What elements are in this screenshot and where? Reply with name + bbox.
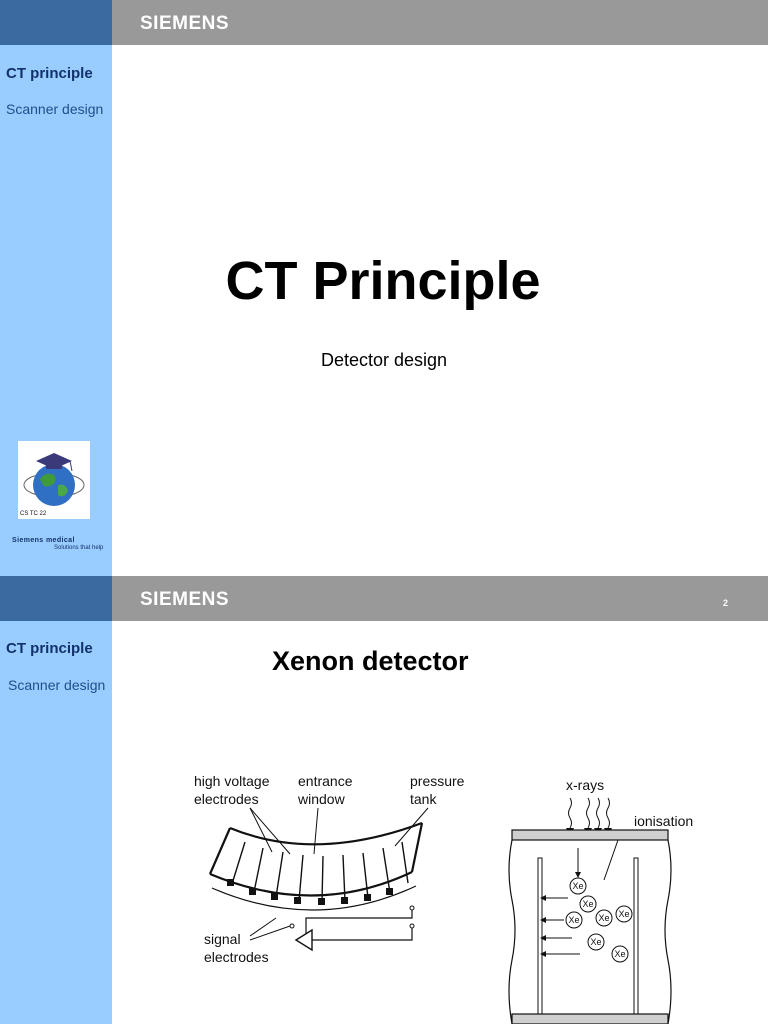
- detector-array-diagram: [190, 768, 482, 978]
- label-signal: signal: [204, 931, 241, 947]
- label-electrodes-hv: electrodes: [194, 791, 259, 807]
- xe-atom-label: Xe: [582, 899, 594, 909]
- sidebar: [0, 45, 112, 576]
- header-bar: [0, 0, 768, 45]
- ionisation-chamber-diagram: [500, 768, 700, 1024]
- slide-title: CT Principle: [225, 251, 541, 311]
- slide-2: [0, 576, 768, 1024]
- xe-atom-label: Xe: [568, 915, 580, 925]
- header-corner: [0, 576, 112, 621]
- label-ionisation: ionisation: [634, 813, 694, 829]
- label-x-rays: x-rays: [566, 777, 605, 793]
- nav-item-scanner-design[interactable]: Scanner design: [8, 677, 106, 693]
- tagline-line-2: Solutions that help: [54, 545, 104, 551]
- badge-code: CS TC 22: [20, 511, 47, 517]
- siemens-logo: SIEMENS: [140, 589, 230, 610]
- xe-atom-label: Xe: [614, 949, 626, 959]
- globe-graduation-logo: [18, 441, 90, 519]
- nav-item-scanner-design[interactable]: Scanner design: [6, 101, 104, 117]
- label-pressure: pressure: [410, 773, 465, 789]
- xe-atom-label: Xe: [618, 909, 630, 919]
- xe-atom-label: Xe: [572, 881, 584, 891]
- tagline-line-1: Siemens medical: [12, 537, 75, 544]
- nav-item-ct-principle[interactable]: CT principle: [6, 640, 93, 657]
- label-entrance: entrance: [298, 773, 353, 789]
- slide-subtitle: Detector design: [320, 350, 448, 370]
- slide-title: Xenon detector: [272, 646, 469, 676]
- label-high-voltage: high voltage: [194, 773, 270, 789]
- xe-atom-label: Xe: [590, 937, 602, 947]
- header-corner: [0, 0, 112, 45]
- sidebar: [0, 621, 112, 1024]
- page-number: 2: [722, 598, 728, 608]
- label-window: window: [298, 791, 345, 807]
- label-electrodes-signal: electrodes: [204, 949, 269, 965]
- xe-atom-label: Xe: [598, 913, 610, 923]
- siemens-logo: SIEMENS: [140, 13, 230, 34]
- header-bar: [0, 576, 768, 621]
- nav-item-ct-principle[interactable]: CT principle: [6, 65, 93, 82]
- label-tank: tank: [410, 791, 437, 807]
